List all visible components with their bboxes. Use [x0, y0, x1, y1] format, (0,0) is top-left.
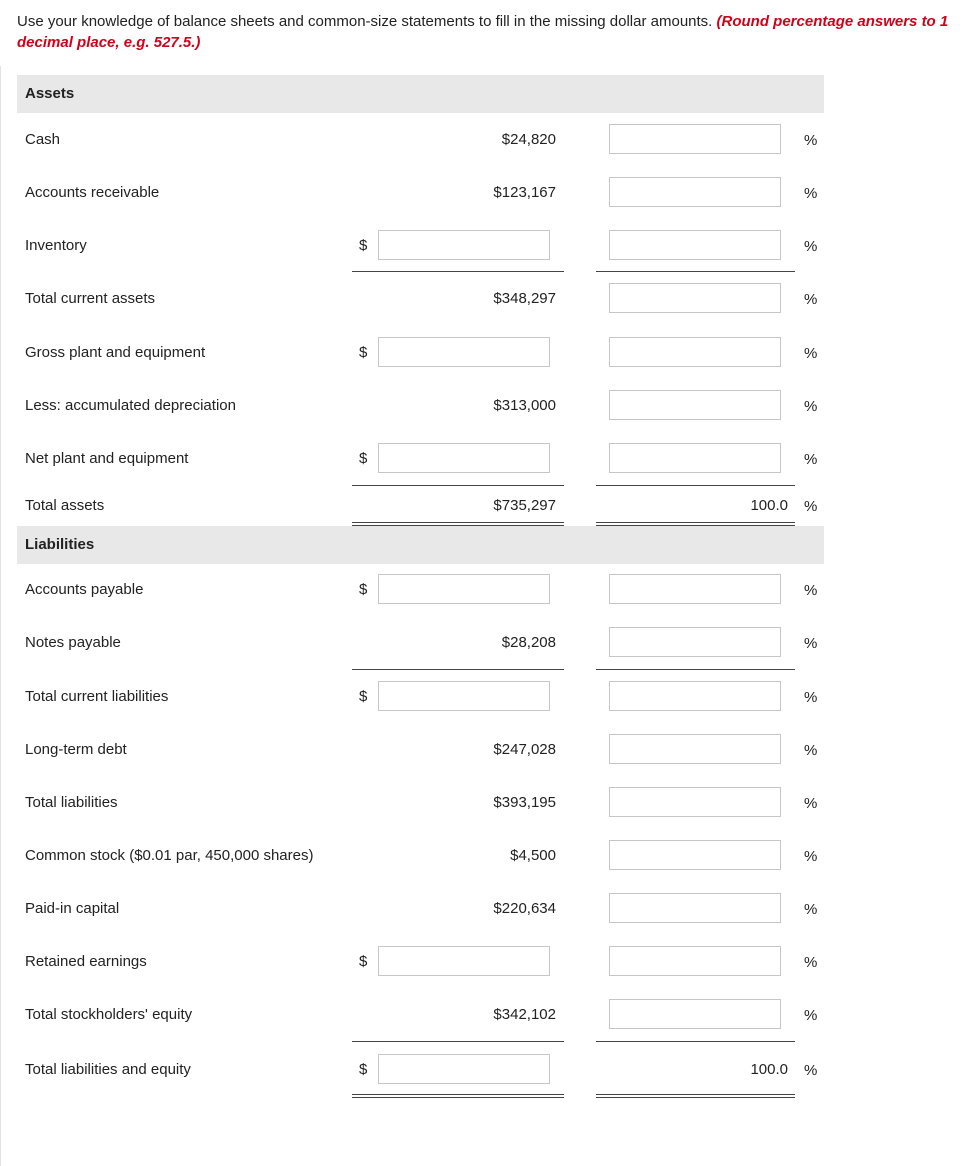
left-border: [0, 66, 1, 1166]
row-label-net-plant: Net plant and equipment: [25, 450, 189, 467]
percent-sign: %: [804, 291, 818, 308]
dollar-sign: $: [359, 450, 368, 467]
percent-sign: %: [804, 848, 818, 865]
percent-input-paid-in-capital[interactable]: [609, 893, 781, 923]
amount-input-accounts-payable[interactable]: [378, 574, 550, 604]
percent-input-gross-plant[interactable]: [609, 337, 781, 367]
amount-input-retained-earnings[interactable]: [378, 946, 550, 976]
dollar-sign: $: [359, 344, 368, 361]
percent-input-accounts-payable[interactable]: [609, 574, 781, 604]
amount-total-liabilities: $393,195: [493, 794, 556, 811]
amount-accumulated-depreciation: $313,000: [493, 397, 556, 414]
row-label-notes-payable: Notes payable: [25, 634, 121, 651]
row-label-total-equity: Total stockholders' equity: [25, 1006, 193, 1023]
percent-sign: %: [804, 582, 818, 599]
row-label-cash: Cash: [25, 131, 61, 148]
row-label-total-current-assets: Total current assets: [25, 290, 156, 307]
subtotal-rule: [352, 485, 564, 486]
percent-sign: %: [804, 498, 818, 515]
row-label-gross-plant: Gross plant and equipment: [25, 344, 206, 361]
percent-input-cash[interactable]: [609, 124, 781, 154]
amount-input-total-current-liabilities[interactable]: [378, 681, 550, 711]
total-double-rule: [352, 1097, 564, 1098]
percent-input-accumulated-depreciation[interactable]: [609, 390, 781, 420]
subtotal-rule: [352, 271, 564, 272]
total-double-rule: [352, 1094, 564, 1095]
subtotal-rule: [596, 271, 795, 272]
row-label-total-assets: Total assets: [25, 497, 105, 514]
percent-sign: %: [804, 345, 818, 362]
amount-paid-in-capital: $220,634: [493, 900, 556, 917]
percent-sign: %: [804, 795, 818, 812]
row-label-accumulated-depreciation: Less: accumulated depreciation: [25, 397, 236, 414]
dollar-sign: $: [359, 237, 368, 254]
percent-input-accounts-receivable[interactable]: [609, 177, 781, 207]
percent-sign: %: [804, 451, 818, 468]
percent-sign: %: [804, 398, 818, 415]
instructions: [17, 11, 952, 53]
amount-total-assets: $735,297: [493, 497, 556, 514]
percent-total-assets: 100.0: [750, 497, 788, 514]
subtotal-rule: [352, 669, 564, 670]
row-label-accounts-receivable: Accounts receivable: [25, 184, 160, 201]
percent-sign: %: [804, 635, 818, 652]
instructions-text: Use your knowledge of balance sheets and common-size statements to fill in the missing dollar amounts.: [17, 13, 717, 30]
percent-input-long-term-debt[interactable]: [609, 734, 781, 764]
amount-long-term-debt: $247,028: [493, 741, 556, 758]
dollar-sign: $: [359, 953, 368, 970]
percent-input-common-stock[interactable]: [609, 840, 781, 870]
row-label-common-stock: Common stock ($0.01 par, 450,000 shares): [25, 847, 314, 864]
percent-input-notes-payable[interactable]: [609, 627, 781, 657]
amount-total-current-assets: $348,297: [493, 290, 556, 307]
row-label-long-term-debt: Long-term debt: [25, 741, 127, 758]
amount-input-net-plant[interactable]: [378, 443, 550, 473]
row-label-total-current-liabilities: Total current liabilities: [25, 688, 169, 705]
subtotal-rule: [596, 485, 795, 486]
row-label-inventory: Inventory: [25, 237, 87, 254]
dollar-sign: $: [359, 688, 368, 705]
percent-total-liabilities-and-equity: 100.0: [750, 1061, 788, 1078]
section-header-liabilities: Liabilities: [17, 526, 824, 564]
total-double-rule: [352, 522, 564, 523]
percent-sign: %: [804, 742, 818, 759]
dollar-sign: $: [359, 1061, 368, 1078]
percent-sign: %: [804, 954, 818, 971]
row-label-retained-earnings: Retained earnings: [25, 953, 147, 970]
dollar-sign: $: [359, 581, 368, 598]
amount-total-equity: $342,102: [493, 1006, 556, 1023]
percent-input-retained-earnings[interactable]: [609, 946, 781, 976]
percent-input-total-liabilities[interactable]: [609, 787, 781, 817]
rounding-note: (Round percentage answers to 1 decimal place, e.g. 527.5.): [17, 13, 949, 51]
amount-notes-payable: $28,208: [501, 634, 556, 651]
amount-input-gross-plant[interactable]: [378, 337, 550, 367]
total-double-rule: [596, 1094, 795, 1095]
percent-input-total-current-assets[interactable]: [609, 283, 781, 313]
amount-cash: $24,820: [501, 131, 556, 148]
percent-sign: %: [804, 689, 818, 706]
row-label-paid-in-capital: Paid-in capital: [25, 900, 120, 917]
percent-sign: %: [804, 132, 818, 149]
amount-input-inventory[interactable]: [378, 230, 550, 260]
subtotal-rule: [596, 669, 795, 670]
percent-sign: %: [804, 185, 818, 202]
row-label-total-liabilities: Total liabilities: [25, 794, 118, 811]
percent-sign: %: [804, 1062, 818, 1079]
percent-input-inventory[interactable]: [609, 230, 781, 260]
percent-sign: %: [804, 238, 818, 255]
row-label-accounts-payable: Accounts payable: [25, 581, 144, 598]
percent-sign: %: [804, 901, 818, 918]
total-double-rule: [596, 1097, 795, 1098]
percent-input-total-equity[interactable]: [609, 999, 781, 1029]
section-header-assets: Assets: [17, 75, 824, 113]
subtotal-rule: [352, 1041, 564, 1042]
total-double-rule: [596, 522, 795, 523]
percent-sign: %: [804, 1007, 818, 1024]
amount-common-stock: $4,500: [510, 847, 556, 864]
amount-input-total-liabilities-and-equity[interactable]: [378, 1054, 550, 1084]
amount-accounts-receivable: $123,167: [493, 184, 556, 201]
percent-input-net-plant[interactable]: [609, 443, 781, 473]
percent-input-total-current-liabilities[interactable]: [609, 681, 781, 711]
subtotal-rule: [596, 1041, 795, 1042]
row-label-total-liabilities-and-equity: Total liabilities and equity: [25, 1061, 191, 1078]
